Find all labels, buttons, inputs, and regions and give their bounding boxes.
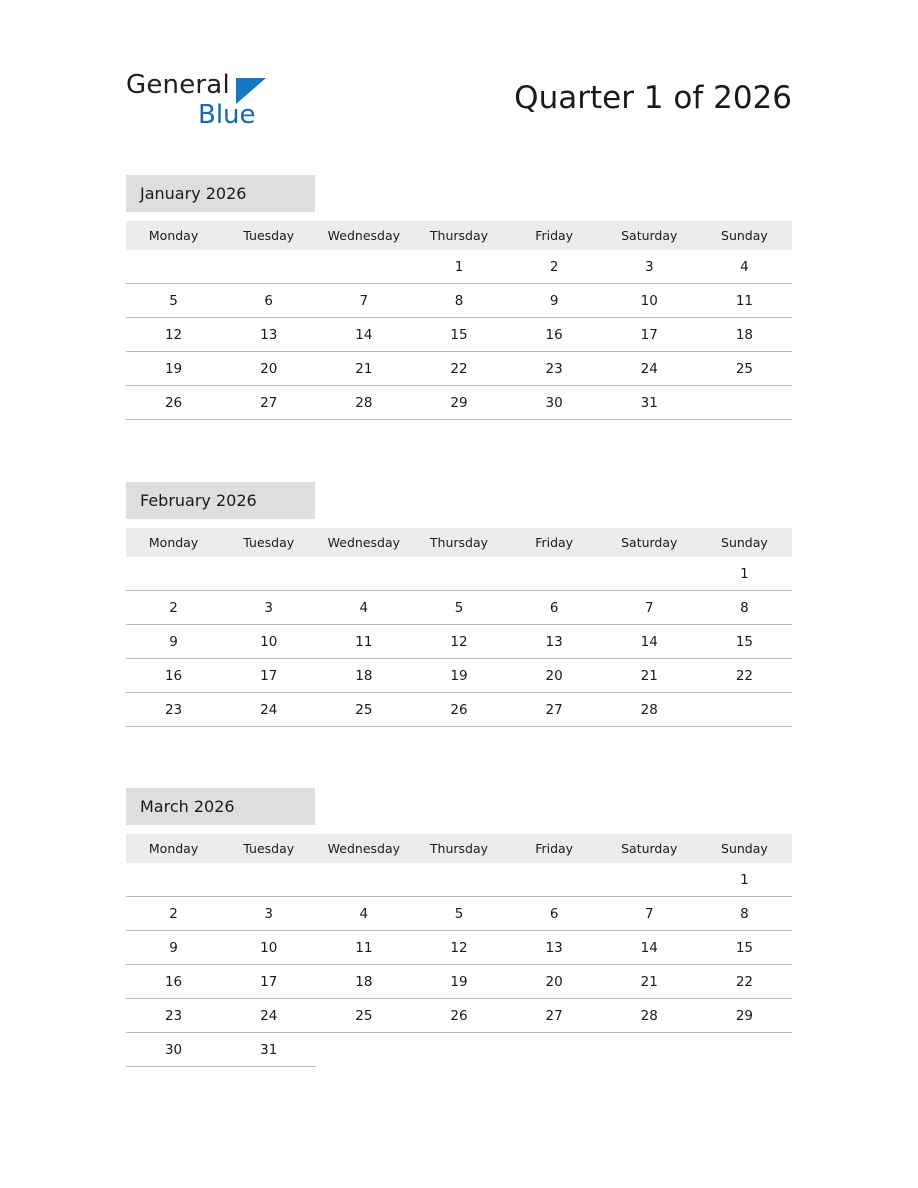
day-cell: 3 [221,897,316,931]
day-cell [507,1033,602,1067]
month-name-header [126,482,315,519]
day-cell: 7 [316,284,411,318]
day-cell [697,1033,792,1067]
weekday-header-saturday: Saturday [602,528,697,557]
day-cell: 9 [126,931,221,965]
day-cell [411,863,506,897]
month-name-label: March 2026 [140,797,235,816]
day-cell: 17 [221,659,316,693]
day-cell: 11 [316,625,411,659]
day-cell: 25 [316,693,411,727]
day-cell: 20 [221,352,316,386]
day-cell: 30 [126,1033,221,1067]
week-row [126,693,792,727]
weekday-header-tuesday: Tuesday [221,528,316,557]
day-cell [316,1033,411,1067]
weekday-header-row [126,834,792,863]
day-cell: 16 [507,318,602,352]
day-cell: 13 [507,625,602,659]
weekday-header-wednesday: Wednesday [316,834,411,863]
month-name-header [126,175,315,212]
day-cell: 1 [411,250,506,284]
week-row [126,659,792,693]
calendar-table-january [126,221,792,420]
day-cell: 22 [697,965,792,999]
weekday-header-wednesday: Wednesday [316,528,411,557]
day-cell [507,557,602,591]
week-row [126,386,792,420]
day-cell: 18 [697,318,792,352]
day-cell: 24 [602,352,697,386]
day-cell: 6 [507,591,602,625]
day-cell: 19 [411,965,506,999]
day-cell: 23 [126,999,221,1033]
day-cell: 25 [316,999,411,1033]
day-cell: 21 [602,965,697,999]
day-cell: 5 [126,284,221,318]
day-cell: 24 [221,999,316,1033]
day-cell: 2 [126,591,221,625]
month-block-january [126,175,792,420]
day-cell: 28 [602,693,697,727]
day-cell: 28 [602,999,697,1033]
day-cell: 9 [126,625,221,659]
day-cell [126,863,221,897]
weekday-header-monday: Monday [126,221,221,250]
day-cell: 13 [507,931,602,965]
day-cell: 17 [602,318,697,352]
weekday-header-thursday: Thursday [411,528,506,557]
day-cell: 9 [507,284,602,318]
day-cell: 3 [602,250,697,284]
day-cell: 26 [411,693,506,727]
day-cell: 19 [126,352,221,386]
week-row [126,1033,792,1067]
day-cell: 8 [411,284,506,318]
day-cell: 23 [507,352,602,386]
day-cell: 29 [411,386,506,420]
day-cell: 22 [697,659,792,693]
day-cell: 15 [697,931,792,965]
day-cell: 16 [126,965,221,999]
weekday-header-saturday: Saturday [602,834,697,863]
day-cell [697,386,792,420]
day-cell: 12 [411,931,506,965]
day-cell: 14 [602,931,697,965]
day-cell: 27 [221,386,316,420]
day-cell: 18 [316,659,411,693]
day-cell: 26 [126,386,221,420]
day-cell: 23 [126,693,221,727]
day-cell [602,863,697,897]
day-cell: 6 [507,897,602,931]
weekday-header-sunday: Sunday [697,528,792,557]
day-cell: 10 [602,284,697,318]
day-cell: 12 [411,625,506,659]
day-cell [602,1033,697,1067]
week-row [126,557,792,591]
week-row [126,284,792,318]
day-cell [221,863,316,897]
day-cell: 7 [602,591,697,625]
day-cell: 18 [316,965,411,999]
day-cell: 5 [411,591,506,625]
day-cell: 31 [602,386,697,420]
week-row [126,318,792,352]
weekday-header-wednesday: Wednesday [316,221,411,250]
week-row [126,863,792,897]
week-row [126,625,792,659]
month-name-label: January 2026 [140,184,247,203]
general-blue-logo [126,70,316,140]
weekday-header-row [126,528,792,557]
day-cell: 20 [507,659,602,693]
weekday-header-thursday: Thursday [411,221,506,250]
weekday-header-friday: Friday [507,528,602,557]
day-cell: 8 [697,591,792,625]
day-cell [316,557,411,591]
weekday-header-tuesday: Tuesday [221,221,316,250]
day-cell [316,250,411,284]
weekday-header-friday: Friday [507,221,602,250]
day-cell [697,693,792,727]
day-cell: 14 [316,318,411,352]
weekday-header-thursday: Thursday [411,834,506,863]
day-cell: 21 [602,659,697,693]
day-cell: 13 [221,318,316,352]
week-row [126,250,792,284]
calendar-table-march [126,834,792,1067]
day-cell: 5 [411,897,506,931]
day-cell: 10 [221,931,316,965]
day-cell: 2 [507,250,602,284]
week-row [126,965,792,999]
weekday-header-saturday: Saturday [602,221,697,250]
weekday-header-sunday: Sunday [697,834,792,863]
day-cell: 1 [697,557,792,591]
day-cell: 8 [697,897,792,931]
weekday-header-monday: Monday [126,528,221,557]
day-cell: 27 [507,999,602,1033]
month-block-february [126,482,792,727]
day-cell: 7 [602,897,697,931]
day-cell: 12 [126,318,221,352]
day-cell [221,557,316,591]
weekday-header-tuesday: Tuesday [221,834,316,863]
month-name-label: February 2026 [140,491,257,510]
logo-text-general: General [126,70,230,100]
day-cell: 6 [221,284,316,318]
day-cell: 14 [602,625,697,659]
day-cell [411,1033,506,1067]
month-block-march [126,788,792,1067]
day-cell: 26 [411,999,506,1033]
weekday-header-row [126,221,792,250]
day-cell: 2 [126,897,221,931]
day-cell [221,250,316,284]
day-cell: 4 [697,250,792,284]
day-cell: 27 [507,693,602,727]
day-cell: 11 [697,284,792,318]
month-name-header [126,788,315,825]
day-cell: 22 [411,352,506,386]
day-cell [126,250,221,284]
week-row [126,352,792,386]
week-row [126,931,792,965]
day-cell: 15 [411,318,506,352]
day-cell: 31 [221,1033,316,1067]
day-cell: 20 [507,965,602,999]
day-cell: 11 [316,931,411,965]
day-cell: 29 [697,999,792,1033]
day-cell [602,557,697,591]
day-cell: 19 [411,659,506,693]
week-row [126,999,792,1033]
day-cell: 10 [221,625,316,659]
day-cell [507,863,602,897]
day-cell: 4 [316,591,411,625]
day-cell: 1 [697,863,792,897]
day-cell: 25 [697,352,792,386]
day-cell: 21 [316,352,411,386]
week-row [126,591,792,625]
day-cell [126,557,221,591]
day-cell: 30 [507,386,602,420]
day-cell: 4 [316,897,411,931]
day-cell [411,557,506,591]
day-cell [316,863,411,897]
day-cell: 3 [221,591,316,625]
weekday-header-friday: Friday [507,834,602,863]
week-row [126,897,792,931]
page-title: Quarter 1 of 2026 [514,80,792,116]
page-header [0,62,918,142]
day-cell: 17 [221,965,316,999]
logo-text-blue: Blue [198,100,256,130]
weekday-header-sunday: Sunday [697,221,792,250]
day-cell: 28 [316,386,411,420]
day-cell: 16 [126,659,221,693]
calendar-table-february [126,528,792,727]
day-cell: 15 [697,625,792,659]
weekday-header-monday: Monday [126,834,221,863]
day-cell: 24 [221,693,316,727]
